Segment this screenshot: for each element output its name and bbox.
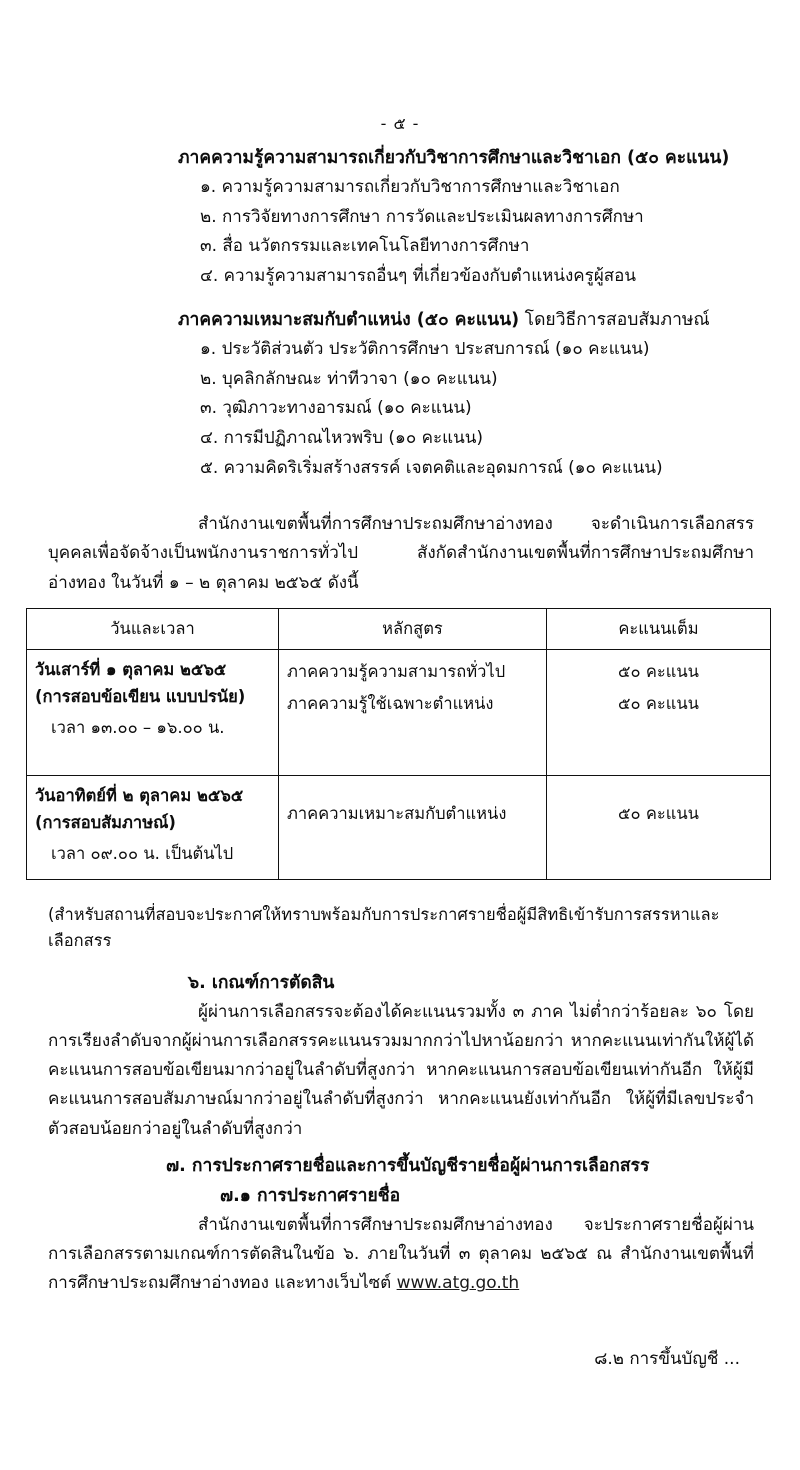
list-item: ๒. การวิจัยทางการศึกษา การวัดและประเมินผลทางการศึกษา	[200, 206, 644, 227]
section6-heading: ๖. เกณฑ์การตัดสิน	[188, 972, 335, 993]
page-number: - ๕ -	[380, 114, 420, 133]
column-header-course: หลักสูตร	[279, 608, 547, 649]
row-date: วันเสาร์ที่ ๑ ตุลาคม ๒๕๖๕	[35, 659, 227, 679]
course-line: ภาคความเหมาะสมกับตำแหน่ง	[287, 803, 507, 823]
section6-paragraph: ผู้ผ่านการเลือกสรรจะต้องได้คะแนนรวมทั้ง ๓ ภาค ไม่ต่ำกว่าร้อยละ ๖๐ โดยการเรียงลำดับจากผู้ผ่านการเลือกสรรคะแนนรวมมากกว่าไปหาน้อยกว่า หากคะแนนเท่ากันให้ผู้ได้คะแนนการสอบข้อเขียนมากว่าอยู่ในลำดับที่สูงกว่า หากคะแนนการสอบข้อเขียนเท่ากันอีก ให้ผู้มีคะแนนการสอบสัมภาษณ์มากว่าอยู่ในลำดับที่สูงกว่า หากคะแนนยังเท่ากันอีก ให้ผู้ที่มีเลขประจำตัวสอบน้อยกว่าอยู่ในลำดับที่สูงกว่า	[48, 1001, 754, 1139]
cell-course	[279, 649, 547, 775]
footer-note: ๘.๒ การขึ้นบัญชี ...	[594, 1348, 740, 1369]
table-header-row	[27, 608, 771, 649]
row-date-sub: (การสอบสัมภาษณ์)	[35, 813, 176, 833]
section7-heading: ๗. การประกาศรายชื่อและการขึ้นบัญชีรายชื่อผู้ผ่านการเลือกสรร	[166, 1155, 650, 1176]
row-time: เวลา ๑๓.๐๐ – ๑๖.๐๐ น.	[51, 718, 225, 738]
list-item: ๔. การมีปฏิภาณไหวพริบ (๑๐ คะแนน)	[200, 427, 483, 448]
suitability-heading-bold: ภาคความเหมาะสมกับตำแหน่ง (๕๐ คะแนน)	[178, 310, 520, 331]
suitability-section-heading	[178, 307, 754, 334]
intro-paragraph: สำนักงานเขตพื้นที่การศึกษาประถมศึกษาอ่างทอง จะดำเนินการเลือกสรรบุคคลเพื่อจัดจ้างเป็นพนักงานราชการทั่วไป สังกัดสำนักงานเขตพื้นที่การศึกษาประถมศึกษาอ่างทอง ในวันที่ ๑ – ๒ ตุลาคม ๒๕๖๕ ดังนี้	[48, 514, 754, 593]
list-item: ๓. วุฒิภาวะทางอารมณ์ (๑๐ คะแนน)	[200, 398, 472, 419]
table-row	[27, 775, 771, 879]
table-note: (สำหรับสถานที่สอบจะประกาศให้ทราบพร้อมกับการประกาศรายชื่อผู้มีสิทธิเข้ารับการสรรหาและเลือกสรร	[48, 904, 720, 950]
cell-score	[547, 775, 771, 879]
website-link[interactable]: www.atg.go.th	[396, 1273, 520, 1294]
score-line: ๕๐ คะแนน	[618, 693, 699, 713]
list-item: ๓. สื่อ นวัตกรรมและเทคโนโลยีทางการศึกษา	[200, 236, 530, 257]
cell-score	[547, 649, 771, 775]
table-row	[27, 649, 771, 775]
suitability-heading-normal: โดยวิธีการสอบสัมภาษณ์	[519, 310, 710, 331]
course-line: ภาคความรู้ความสามารถทั่วไป	[287, 661, 506, 681]
column-header-datetime: วันและเวลา	[27, 608, 279, 649]
row-date-sub: (การสอบข้อเขียน แบบปรนัย)	[35, 687, 246, 707]
score-line: ๕๐ คะแนน	[618, 661, 699, 681]
course-line: ภาคความรู้ใช้เฉพาะตำแหน่ง	[287, 693, 494, 713]
section7-sub-heading: ๗.๑ การประกาศรายชื่อ	[220, 1185, 401, 1206]
list-item: ๕. ความคิดริเริ่มสร้างสรรค์ เจตคติและอุดมการณ์ (๑๐ คะแนน)	[200, 457, 663, 478]
list-item: ๔. ความรู้ความสามารถอื่นๆ ที่เกี่ยวข้องกับตำแหน่งครูผู้สอน	[200, 265, 636, 286]
section7-paragraph-text: สำนักงานเขตพื้นที่การศึกษาประถมศึกษาอ่างทอง จะประกาศรายชื่อผู้ผ่านการเลือกสรรตามเกณฑ์การตัดสินในข้อ ๖. ภายในวันที่ ๓ ตุลาคม ๒๕๖๕ ณ สำนักงานเขตพื้นที่การศึกษาประถมศึกษาอ่างทอง และทางเว็บไซต์	[48, 1214, 754, 1294]
exam-section-heading: ภาคความรู้ความสามารถเกี่ยวกับวิชาการศึกษาและวิชาเอก (๕๐ คะแนน)	[178, 148, 730, 168]
cell-course	[279, 775, 547, 879]
document-body	[0, 145, 800, 598]
list-item: ๒. บุคลิกลักษณะ ท่าทีวาจา (๑๐ คะแนน)	[200, 368, 498, 389]
score-line: ๕๐ คะแนน	[618, 803, 699, 823]
document-page	[0, 112, 800, 1470]
schedule-table	[26, 608, 771, 880]
cell-datetime	[27, 775, 279, 879]
list-item: ๑. ประวัติส่วนตัว ประวัติการศึกษา ประสบการณ์ (๑๐ คะแนน)	[200, 339, 650, 360]
row-time: เวลา ๐๙.๐๐ น. เป็นต้นไป	[51, 844, 234, 864]
list-item: ๑. ความรู้ความสามารถเกี่ยวกับวิชาการศึกษาและวิชาเอก	[200, 177, 620, 198]
column-header-score: คะแนนเต็ม	[547, 608, 771, 649]
cell-datetime	[27, 649, 279, 775]
section7-paragraph	[48, 1211, 754, 1299]
row-date: วันอาทิตย์ที่ ๒ ตุลาคม ๒๕๖๕	[35, 785, 244, 805]
